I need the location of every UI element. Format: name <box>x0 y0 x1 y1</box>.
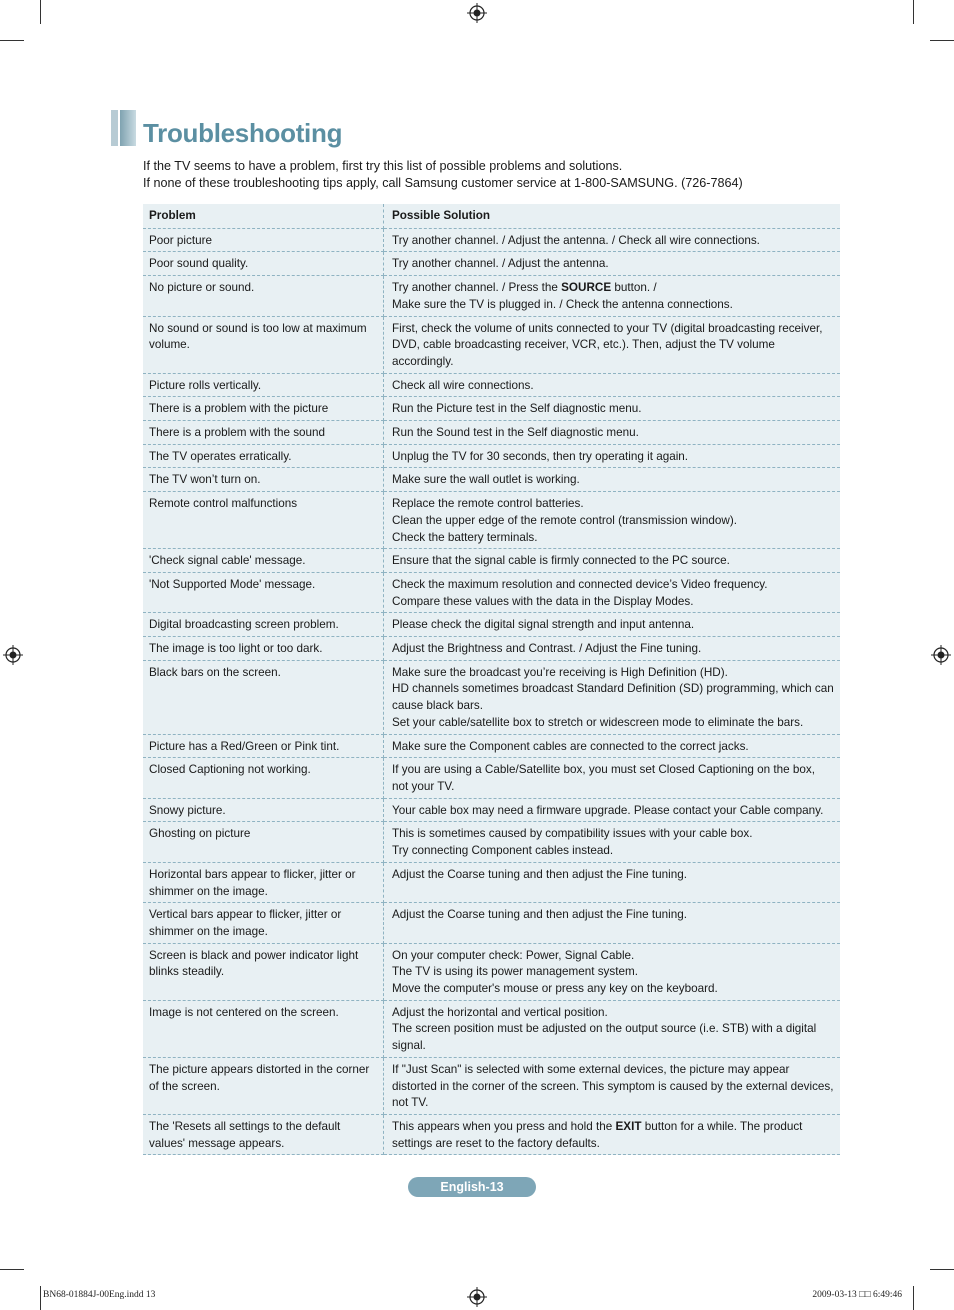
solution-cell <box>384 549 841 573</box>
solution-line: Replace the remote control batteries. <box>392 497 584 511</box>
table-row <box>143 758 840 798</box>
crop-mark <box>913 0 914 24</box>
problem-cell: Closed Captioning not working. <box>143 758 384 798</box>
solution-line: Try another channel. / Adjust the antenna. / Check all wire connections. <box>392 233 760 247</box>
problem-cell: Remote control malfunctions <box>143 492 384 549</box>
table-row <box>143 468 840 492</box>
problem-cell: Picture rolls vertically. <box>143 373 384 397</box>
crop-mark <box>913 1286 914 1310</box>
table-row <box>143 316 840 373</box>
solution-cell <box>384 903 841 943</box>
solution-line: Adjust the Brightness and Contrast. / Adjust the Fine tuning. <box>392 642 702 656</box>
page-title: Troubleshooting <box>143 118 343 148</box>
solution-line: If "Just Scan" is selected with some external devices, the picture may appear distorted in the corner of the screen. This symptom is caused by the external devices, not TV. <box>392 1062 834 1110</box>
solution-line: Check all wire connections. <box>392 378 534 392</box>
table-row <box>143 549 840 573</box>
crop-mark <box>40 1286 41 1310</box>
table-row <box>143 572 840 612</box>
solution-line: This is sometimes caused by compatibility issues with your cable box. <box>392 827 753 841</box>
troubleshooting-table <box>143 204 840 1155</box>
print-slug-file: BN68-01884J-00Eng.indd 13 <box>43 1290 156 1300</box>
solution-cell <box>384 758 841 798</box>
registration-mark-icon <box>467 3 487 23</box>
intro-text <box>143 158 743 192</box>
solution-line: The screen position must be adjusted on the output source (i.e. STB) with a digital signal. <box>392 1022 817 1053</box>
print-slug-date: 2009-03-13 □□ 6:49:46 <box>812 1290 902 1300</box>
solution-line: Clean the upper edge of the remote control (transmission window). <box>392 513 737 527</box>
solution-cell <box>384 276 841 316</box>
solution-cell <box>384 572 841 612</box>
problem-cell: Poor picture <box>143 228 384 252</box>
crop-mark <box>930 1269 954 1270</box>
solution-line: Try another channel. / Press the SOURCE button. / <box>392 281 657 295</box>
solution-line: Run the Sound test in the Self diagnostic menu. <box>392 426 639 440</box>
solution-line: Your cable box may need a firmware upgrade. Please contact your Cable company. <box>392 803 824 817</box>
crop-mark <box>40 0 41 24</box>
solution-line: Check the maximum resolution and connected device’s Video frequency. <box>392 577 768 591</box>
solution-line: Ensure that the signal cable is firmly connected to the PC source. <box>392 554 730 568</box>
intro-line: If the TV seems to have a problem, first try this list of possible problems and solutions. <box>143 159 623 173</box>
problem-cell: The picture appears distorted in the corner of the screen. <box>143 1057 384 1114</box>
solution-line: The TV is using its power management system. <box>392 965 638 979</box>
solution-line: Run the Picture test in the Self diagnostic menu. <box>392 402 642 416</box>
table-row <box>143 492 840 549</box>
problem-cell: There is a problem with the picture <box>143 397 384 421</box>
table-row <box>143 252 840 276</box>
table-row <box>143 421 840 445</box>
page-number-badge: English-13 <box>408 1177 536 1197</box>
problem-cell: Horizontal bars appear to flicker, jitter or shimmer on the image. <box>143 862 384 902</box>
solution-column-header: Possible Solution <box>384 204 841 228</box>
solution-cell <box>384 862 841 902</box>
problem-cell: Image is not centered on the screen. <box>143 1000 384 1057</box>
registration-mark-icon <box>931 645 951 665</box>
problem-cell: Black bars on the screen. <box>143 660 384 734</box>
title-decoration <box>111 110 136 146</box>
problem-cell: The 'Resets all settings to the default values' message appears. <box>143 1114 384 1154</box>
problem-cell: The image is too light or too dark. <box>143 637 384 661</box>
table-row <box>143 903 840 943</box>
button-name-keyword: SOURCE <box>561 281 612 295</box>
table-row <box>143 637 840 661</box>
table-row <box>143 822 840 862</box>
solution-cell <box>384 798 841 822</box>
problem-cell: 'Check signal cable' message. <box>143 549 384 573</box>
solution-line: Set your cable/satellite box to stretch or widescreen mode to eliminate the bars. <box>392 715 804 729</box>
solution-line: Make sure the TV is plugged in. / Check the antenna connections. <box>392 297 733 311</box>
solution-cell <box>384 943 841 1000</box>
solution-line: Unplug the TV for 30 seconds, then try operating it again. <box>392 449 689 463</box>
solution-line: Try connecting Component cables instead. <box>392 844 614 858</box>
solution-cell <box>384 316 841 373</box>
intro-line: If none of these troubleshooting tips apply, call Samsung customer service at 1-800-SAMSUNG. (726-7864) <box>143 175 743 190</box>
table-row <box>143 660 840 734</box>
solution-line: Adjust the horizontal and vertical position. <box>392 1005 608 1019</box>
problem-cell: No sound or sound is too low at maximum volume. <box>143 316 384 373</box>
solution-line: Adjust the Coarse tuning and then adjust the Fine tuning. <box>392 867 687 881</box>
table-row <box>143 276 840 316</box>
table-row <box>143 1000 840 1057</box>
table-row <box>143 943 840 1000</box>
table-row <box>143 1057 840 1114</box>
solution-cell <box>384 468 841 492</box>
solution-line: On your computer check: Power, Signal Cable. <box>392 948 635 962</box>
problem-cell: Digital broadcasting screen problem. <box>143 613 384 637</box>
solution-cell <box>384 613 841 637</box>
solution-cell <box>384 228 841 252</box>
table-row <box>143 798 840 822</box>
solution-line: Check the battery terminals. <box>392 530 538 544</box>
registration-mark-icon <box>467 1287 487 1307</box>
table-body <box>143 228 840 1155</box>
problem-cell: The TV won’t turn on. <box>143 468 384 492</box>
problem-cell: No picture or sound. <box>143 276 384 316</box>
table-row <box>143 444 840 468</box>
table-row <box>143 613 840 637</box>
solution-cell <box>384 1000 841 1057</box>
problem-cell: Snowy picture. <box>143 798 384 822</box>
button-name-keyword: EXIT <box>615 1119 642 1133</box>
crop-mark <box>0 1269 24 1270</box>
solution-cell <box>384 1057 841 1114</box>
solution-cell <box>384 373 841 397</box>
table-row <box>143 373 840 397</box>
table-row <box>143 228 840 252</box>
crop-mark <box>930 40 954 41</box>
solution-line: If you are using a Cable/Satellite box, you must set Closed Captioning on the box, not your TV. <box>392 763 815 793</box>
table-header-row <box>143 204 840 228</box>
solution-cell <box>384 444 841 468</box>
solution-cell <box>384 1114 841 1154</box>
problem-cell: There is a problem with the sound <box>143 421 384 445</box>
solution-line: Please check the digital signal strength and input antenna. <box>392 618 695 632</box>
solution-cell <box>384 421 841 445</box>
solution-cell <box>384 397 841 421</box>
table-row <box>143 734 840 758</box>
solution-line: Make sure the Component cables are connected to the correct jacks. <box>392 739 749 753</box>
solution-cell <box>384 637 841 661</box>
problem-cell: Vertical bars appear to flicker, jitter or shimmer on the image. <box>143 903 384 943</box>
problem-cell: The TV operates erratically. <box>143 444 384 468</box>
crop-mark <box>0 40 24 41</box>
table-row <box>143 862 840 902</box>
solution-cell <box>384 660 841 734</box>
problem-cell: Screen is black and power indicator light blinks steadily. <box>143 943 384 1000</box>
solution-cell <box>384 734 841 758</box>
solution-line: Make sure the wall outlet is working. <box>392 473 580 487</box>
solution-line: Adjust the Coarse tuning and then adjust the Fine tuning. <box>392 908 687 922</box>
table-row <box>143 1114 840 1154</box>
solution-cell <box>384 252 841 276</box>
table-row <box>143 397 840 421</box>
problem-cell: Picture has a Red/Green or Pink tint. <box>143 734 384 758</box>
solution-line: Make sure the broadcast you’re receiving is High Definition (HD). <box>392 665 728 679</box>
problem-cell: 'Not Supported Mode' message. <box>143 572 384 612</box>
problem-cell: Poor sound quality. <box>143 252 384 276</box>
solution-line: Try another channel. / Adjust the antenna. <box>392 257 609 271</box>
solution-cell <box>384 822 841 862</box>
problem-column-header: Problem <box>143 204 384 228</box>
solution-line: First, check the volume of units connected to your TV (digital broadcasting receiver, DVD, cable broadcasting receiver, VCR, etc.). Then, adjust the TV volume accordingly. <box>392 321 823 368</box>
solution-line: Move the computer's mouse or press any key on the keyboard. <box>392 982 718 996</box>
solution-line: HD channels sometimes broadcast Standard Definition (SD) programming, which can cause black bars. <box>392 682 834 713</box>
solution-line: This appears when you press and hold the EXIT button for a while. The product settings are reset to the factory defaults. <box>392 1119 803 1150</box>
solution-cell <box>384 492 841 549</box>
registration-mark-icon <box>3 645 23 665</box>
solution-line: Compare these values with the data in the Display Modes. <box>392 594 694 608</box>
problem-cell: Ghosting on picture <box>143 822 384 862</box>
